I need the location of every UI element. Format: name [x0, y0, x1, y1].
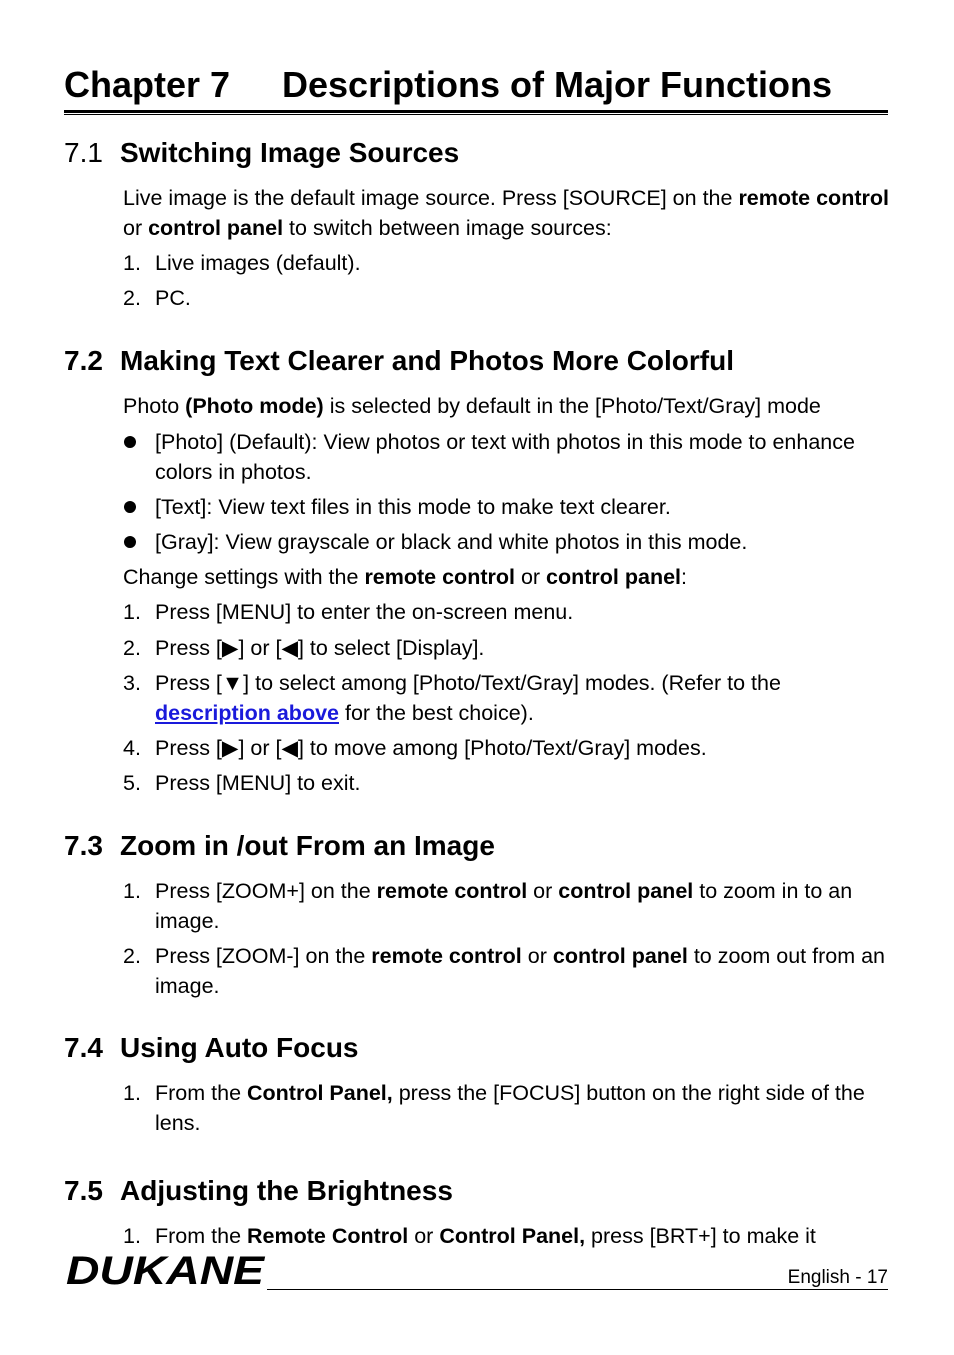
list-item: 2. Press [ZOOM-] on the remote control or control panel to zoom out from an image. [123, 944, 886, 998]
section-7-2-intro: Photo (Photo mode) is selected by default in the [Photo/Text/Gray] mode [123, 394, 821, 418]
list-item: 1. From the Remote Control or Control Panel, press [BRT+] to make it [123, 1224, 816, 1248]
section-7-3-heading [64, 829, 495, 863]
bullet-item: [Gray]: View grayscale or black and white photos in this mode. [123, 527, 893, 557]
list-item: 1. Press [ZOOM+] on the remote control or control panel to zoom in to an image. [123, 879, 853, 933]
section-number: 7.2 [64, 345, 103, 376]
logo-text: DUKANE [66, 1250, 266, 1290]
section-title: Adjusting the Brightness [120, 1175, 453, 1206]
list-item: 1. From the Control Panel, press the [FOCUS] button on the right side of the lens. [123, 1081, 865, 1135]
bullet-item: [Photo] (Default): View photos or text with photos in this mode to enhance colors in photos. [123, 427, 893, 487]
section-7-5-heading [64, 1174, 453, 1208]
chapter-name: Descriptions of Major Functions [282, 64, 833, 105]
chapter-title [64, 62, 888, 108]
section-7-4-heading [64, 1031, 359, 1065]
chapter-number: Chapter 7 [64, 64, 231, 105]
list-item: 2. Press [▶] or [◀] to select [Display]. [123, 636, 485, 660]
section-number: 7.3 [64, 830, 103, 861]
bullet-icon [124, 436, 136, 448]
list-item: 3. Press [▼] to select among [Photo/Text/Gray] modes. (Refer to the description above for the best choice). [123, 671, 781, 725]
bullet-item: [Text]: View text files in this mode to make text clearer. [123, 492, 893, 522]
section-7-1-intro: Live image is the default image source. Press [SOURCE] on the remote control or control panel to switch between image sources: [123, 186, 889, 240]
section-7-2-heading [64, 344, 734, 378]
section-7-1-heading [64, 136, 459, 170]
section-title: Zoom in /out From an Image [120, 830, 495, 861]
list-item: 2. PC. [123, 286, 191, 310]
section-number: 7.5 [64, 1175, 103, 1206]
list-item: 4. Press [▶] or [◀] to move among [Photo/Text/Gray] modes. [123, 736, 707, 760]
list-item: 1. Press [MENU] to enter the on-screen menu. [123, 600, 574, 624]
list-item: 5. Press [MENU] to exit. [123, 771, 361, 795]
bullet-icon [124, 501, 136, 513]
chapter-divider [64, 110, 888, 115]
dukane-logo [64, 1250, 268, 1290]
change-settings-text: Change settings with the remote control or control panel: [123, 565, 688, 589]
page-number: English - 17 [787, 1267, 888, 1288]
section-number: 7.1 [64, 137, 103, 168]
section-title: Making Text Clearer and Photos More Colorful [120, 345, 735, 376]
footer-divider [267, 1289, 888, 1290]
description-above-link[interactable]: description above [155, 701, 339, 725]
section-title: Switching Image Sources [120, 137, 460, 168]
list-item: 1. Live images (default). [123, 251, 361, 275]
section-number: 7.4 [64, 1032, 103, 1063]
section-title: Using Auto Focus [120, 1032, 359, 1063]
bullet-icon [124, 536, 136, 548]
